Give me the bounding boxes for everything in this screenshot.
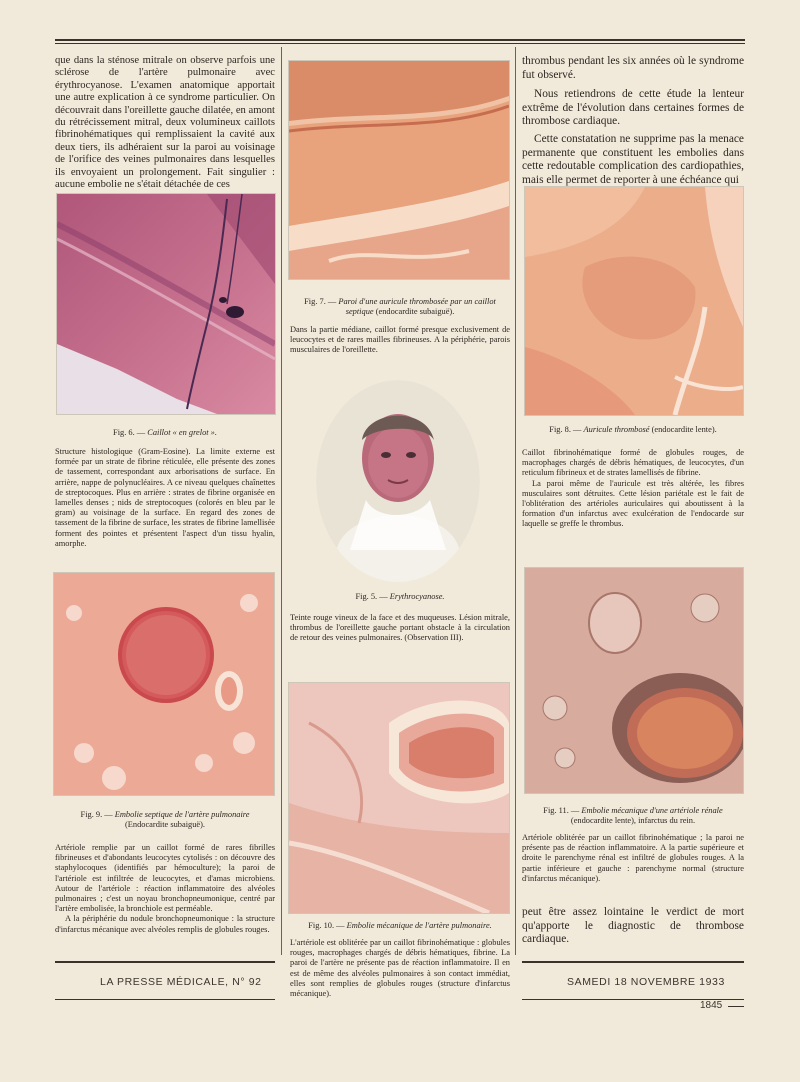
column-divider-2	[515, 47, 516, 955]
top-rule-thin	[55, 43, 745, 44]
figure-9-micrograph	[53, 572, 275, 796]
figure-6-number: Fig. 6. —	[113, 428, 146, 437]
figure-8-caption: Fig. 8. — Auricule thrombosé (endocardite lente).	[549, 425, 717, 434]
figure-9-description: Artériole remplie par un caillot formé de rares fibrilles fibrineuses et d'abondants leucocytes cytolisés : on découvre des staphylocoques (identifiés par hémoculture); la paroi de l'artériole est infiltrée de leucocytes, et d'amas microbiens. Autour de l'artériole : réaction inflammatoire des alvéoles pulmonaires ; c'est un noyau bronchopneumonique, centré par l'artère embolisée, la bronchiole est perméable. A la périphérie du nodule bronchopneumonique : la structure d'infarctus mécanique avec alvéoles remplis de globules rouges.	[55, 843, 275, 934]
intro-paragraph: que dans la sténose mitrale on observe parfois une sclérose de l'artère pulmonaire avec érythrocyanose. L'examen anatomique apportait une autre explication à ce syndrome particulier. On découvrait dans l'oreillette gauche dilatée, en amont du rétrécissement mitral, deux volumineux caillots fibrinohématiques qui remplissaient la cavité aux deux tiers, ils adhéraient sur la paroi au voisinage de l'orifice des veines pulmonaires dans lesquelles ils envoyaient un prolongement. Fait singulier : aucune embolie ne s'était détachée de ces	[55, 55, 275, 191]
figure-10-description: L'artériole est oblitérée par un caillot fibrinohématique : globules rouges, macrophages chargés de débris hématiques, fibrine. La paroi de l'artère ne présente pas de réaction inflammatoire. Il en est de même des alvéoles pulmonaires à son contact immédiat, elles sont remplies de globules rouges (structure d'infarctus mécanique).	[290, 938, 510, 999]
figure-7-micrograph	[288, 60, 510, 280]
footer-rule-left-top	[55, 961, 275, 963]
figure-8-micrograph	[524, 186, 744, 416]
figure-11-description: Artériole oblitérée par un caillot fibrinohématique ; la paroi ne présente pas de réaction inflammatoire. A la partie supérieure et droite le parenchyme rénal est infiltré de globules rouges. A la partie inférieure et gauche : parenchyme normal (structure d'infarctus mécanique).	[522, 833, 744, 883]
figure-9-caption: Fig. 9. — Embolie septique de l'artère pulmonaire (Endocardite subaiguë).	[80, 810, 250, 830]
page-number-rule	[728, 1006, 744, 1007]
footer-rule-left-bottom	[55, 999, 275, 1000]
figure-10-micrograph	[288, 682, 510, 914]
page-number: 1845	[700, 1000, 723, 1011]
figure-5-caption: Fig. 5. — Erythrocyanose.	[355, 592, 445, 601]
closing-paragraph: peut être assez lointaine le verdict de mort qu'apporte le diagnostic de thrombose cardiaque.	[522, 906, 744, 946]
figure-8-description: Caillot fibrinohématique formé de globules rouges, de macrophages chargés de débris hématiques, de leucocytes, d'un reticulum fibrineux et de strates lamellisés de fibrine. La paroi même de l'auricule est très altérée, les fibres musculaires sont détruites. Cette lésion pariétale est le fait de l'oblitération des artérioles auriculaires qui aboutissent à la formation d'un infarctus avec exulcération de l'endocarde sur laquelle se greffe le thrombus.	[522, 448, 744, 529]
figure-11-caption: Fig. 11. — Embolie mécanique d'une artériole rénale (endocardite lente), infarctus du rein.	[543, 806, 723, 826]
figure-5-description: Teinte rouge vineux de la face et des muqueuses. Lésion mitrale, thrombus de l'oreillette gauche portant obstacle à la circulation de retour des veines pulmonaires. (Observation III).	[290, 613, 510, 643]
figure-6-title: Caillot « en grelot ».	[147, 428, 217, 437]
journal-title: LA PRESSE MÉDICALE, N° 92	[100, 976, 262, 988]
figure-10-caption: Fig. 10. — Embolie mécanique de l'artère pulmonaire.	[308, 921, 492, 930]
column-1	[55, 55, 275, 191]
figure-6-caption	[55, 428, 275, 438]
figure-11-micrograph	[524, 567, 744, 794]
issue-date: SAMEDI 18 NOVEMBRE 1933	[567, 976, 725, 988]
column-3: thrombus pendant les six années où le syndrome fut observé. Nous retiendrons de cette étude la lenteur extrême de l'évolution dans certaines formes de thrombose cardiaque. Cette constatation ne supprime pas la menace permanente que constituent les embolies dans cette redoutable complication des cardiopathies, mais elle permet de reporter à une échéance qui	[522, 55, 744, 186]
figure-6-micrograph	[56, 193, 276, 415]
figure-7-caption: Fig. 7. — Paroi d'une auricule thrombosée par un caillot septique (endocardite subaiguë).	[304, 297, 496, 317]
footer-rule-right-top	[522, 961, 744, 963]
column-divider-1	[281, 47, 282, 955]
top-rule	[55, 39, 745, 41]
figure-6-description: Structure histologique (Gram-Eosine). La limite externe est formée par un strate de fibrine réticulée, elle présente des zones de tassement, correspondant aux arborisations de surface. En arrière, nappe de polynucléaires. A ce niveau quelques chaînettes de streptocoques. Plus en arrière : strates de fibrine organisée en lamelles denses ; nids de streptocoques (colorés en bleu par le gram) au voisinage de la surface. En regard des zones de tassement de la fibrine de surface, les strates de fibrine lamellisée forment des pointes et présentent l'aspect d'un tissu hyalin, amorphe.	[55, 447, 275, 548]
figure-7-description: Dans la partie médiane, caillot formé presque exclusivement de leucocytes et de rares mailles fibrineuses. A la périphérie, parois musculaires de l'oreillette.	[290, 325, 510, 355]
figure-5-portrait	[316, 380, 480, 582]
